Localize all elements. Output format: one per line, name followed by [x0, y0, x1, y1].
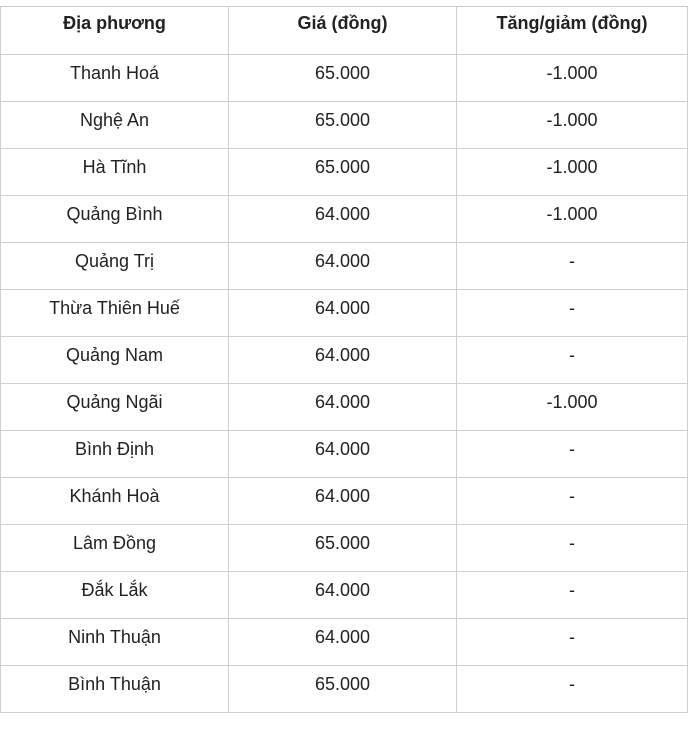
price-table [0, 6, 688, 713]
cell-change: -1.000 [457, 55, 688, 102]
cell-change: - [457, 243, 688, 290]
cell-region: Bình Định [1, 431, 229, 478]
cell-price: 65.000 [229, 149, 457, 196]
cell-price: 65.000 [229, 666, 457, 713]
cell-price: 64.000 [229, 431, 457, 478]
cell-price: 64.000 [229, 384, 457, 431]
price-table-container [0, 6, 688, 713]
cell-change: -1.000 [457, 384, 688, 431]
cell-change: - [457, 431, 688, 478]
cell-region: Đắk Lắk [1, 572, 229, 619]
table-row [1, 666, 688, 713]
table-row [1, 102, 688, 149]
cell-region: Quảng Bình [1, 196, 229, 243]
cell-region: Ninh Thuận [1, 619, 229, 666]
cell-price: 64.000 [229, 572, 457, 619]
cell-region: Lâm Đồng [1, 525, 229, 572]
cell-change: - [457, 290, 688, 337]
cell-region: Thanh Hoá [1, 55, 229, 102]
cell-region: Bình Thuận [1, 666, 229, 713]
cell-region: Quảng Ngãi [1, 384, 229, 431]
cell-change: - [457, 572, 688, 619]
cell-region: Nghệ An [1, 102, 229, 149]
table-row [1, 525, 688, 572]
cell-change: -1.000 [457, 196, 688, 243]
table-header-row [1, 7, 688, 55]
cell-region: Quảng Nam [1, 337, 229, 384]
header-price: Giá (đồng) [229, 7, 457, 55]
cell-region: Thừa Thiên Huế [1, 290, 229, 337]
header-change: Tăng/giảm (đồng) [457, 7, 688, 55]
cell-change: -1.000 [457, 102, 688, 149]
cell-change: - [457, 666, 688, 713]
cell-price: 64.000 [229, 337, 457, 384]
table-row [1, 243, 688, 290]
cell-change: - [457, 478, 688, 525]
cell-price: 64.000 [229, 290, 457, 337]
table-row [1, 619, 688, 666]
table-row [1, 290, 688, 337]
header-region: Địa phương [1, 7, 229, 55]
cell-price: 64.000 [229, 619, 457, 666]
table-row [1, 431, 688, 478]
cell-change: -1.000 [457, 149, 688, 196]
cell-change: - [457, 619, 688, 666]
cell-change: - [457, 337, 688, 384]
table-row [1, 337, 688, 384]
cell-region: Quảng Trị [1, 243, 229, 290]
cell-price: 65.000 [229, 102, 457, 149]
table-row [1, 572, 688, 619]
cell-region: Hà Tĩnh [1, 149, 229, 196]
cell-region: Khánh Hoà [1, 478, 229, 525]
table-row [1, 55, 688, 102]
cell-change: - [457, 525, 688, 572]
table-row [1, 384, 688, 431]
cell-price: 65.000 [229, 55, 457, 102]
table-row [1, 196, 688, 243]
cell-price: 64.000 [229, 243, 457, 290]
table-row [1, 478, 688, 525]
table-row [1, 149, 688, 196]
cell-price: 64.000 [229, 478, 457, 525]
cell-price: 64.000 [229, 196, 457, 243]
cell-price: 65.000 [229, 525, 457, 572]
